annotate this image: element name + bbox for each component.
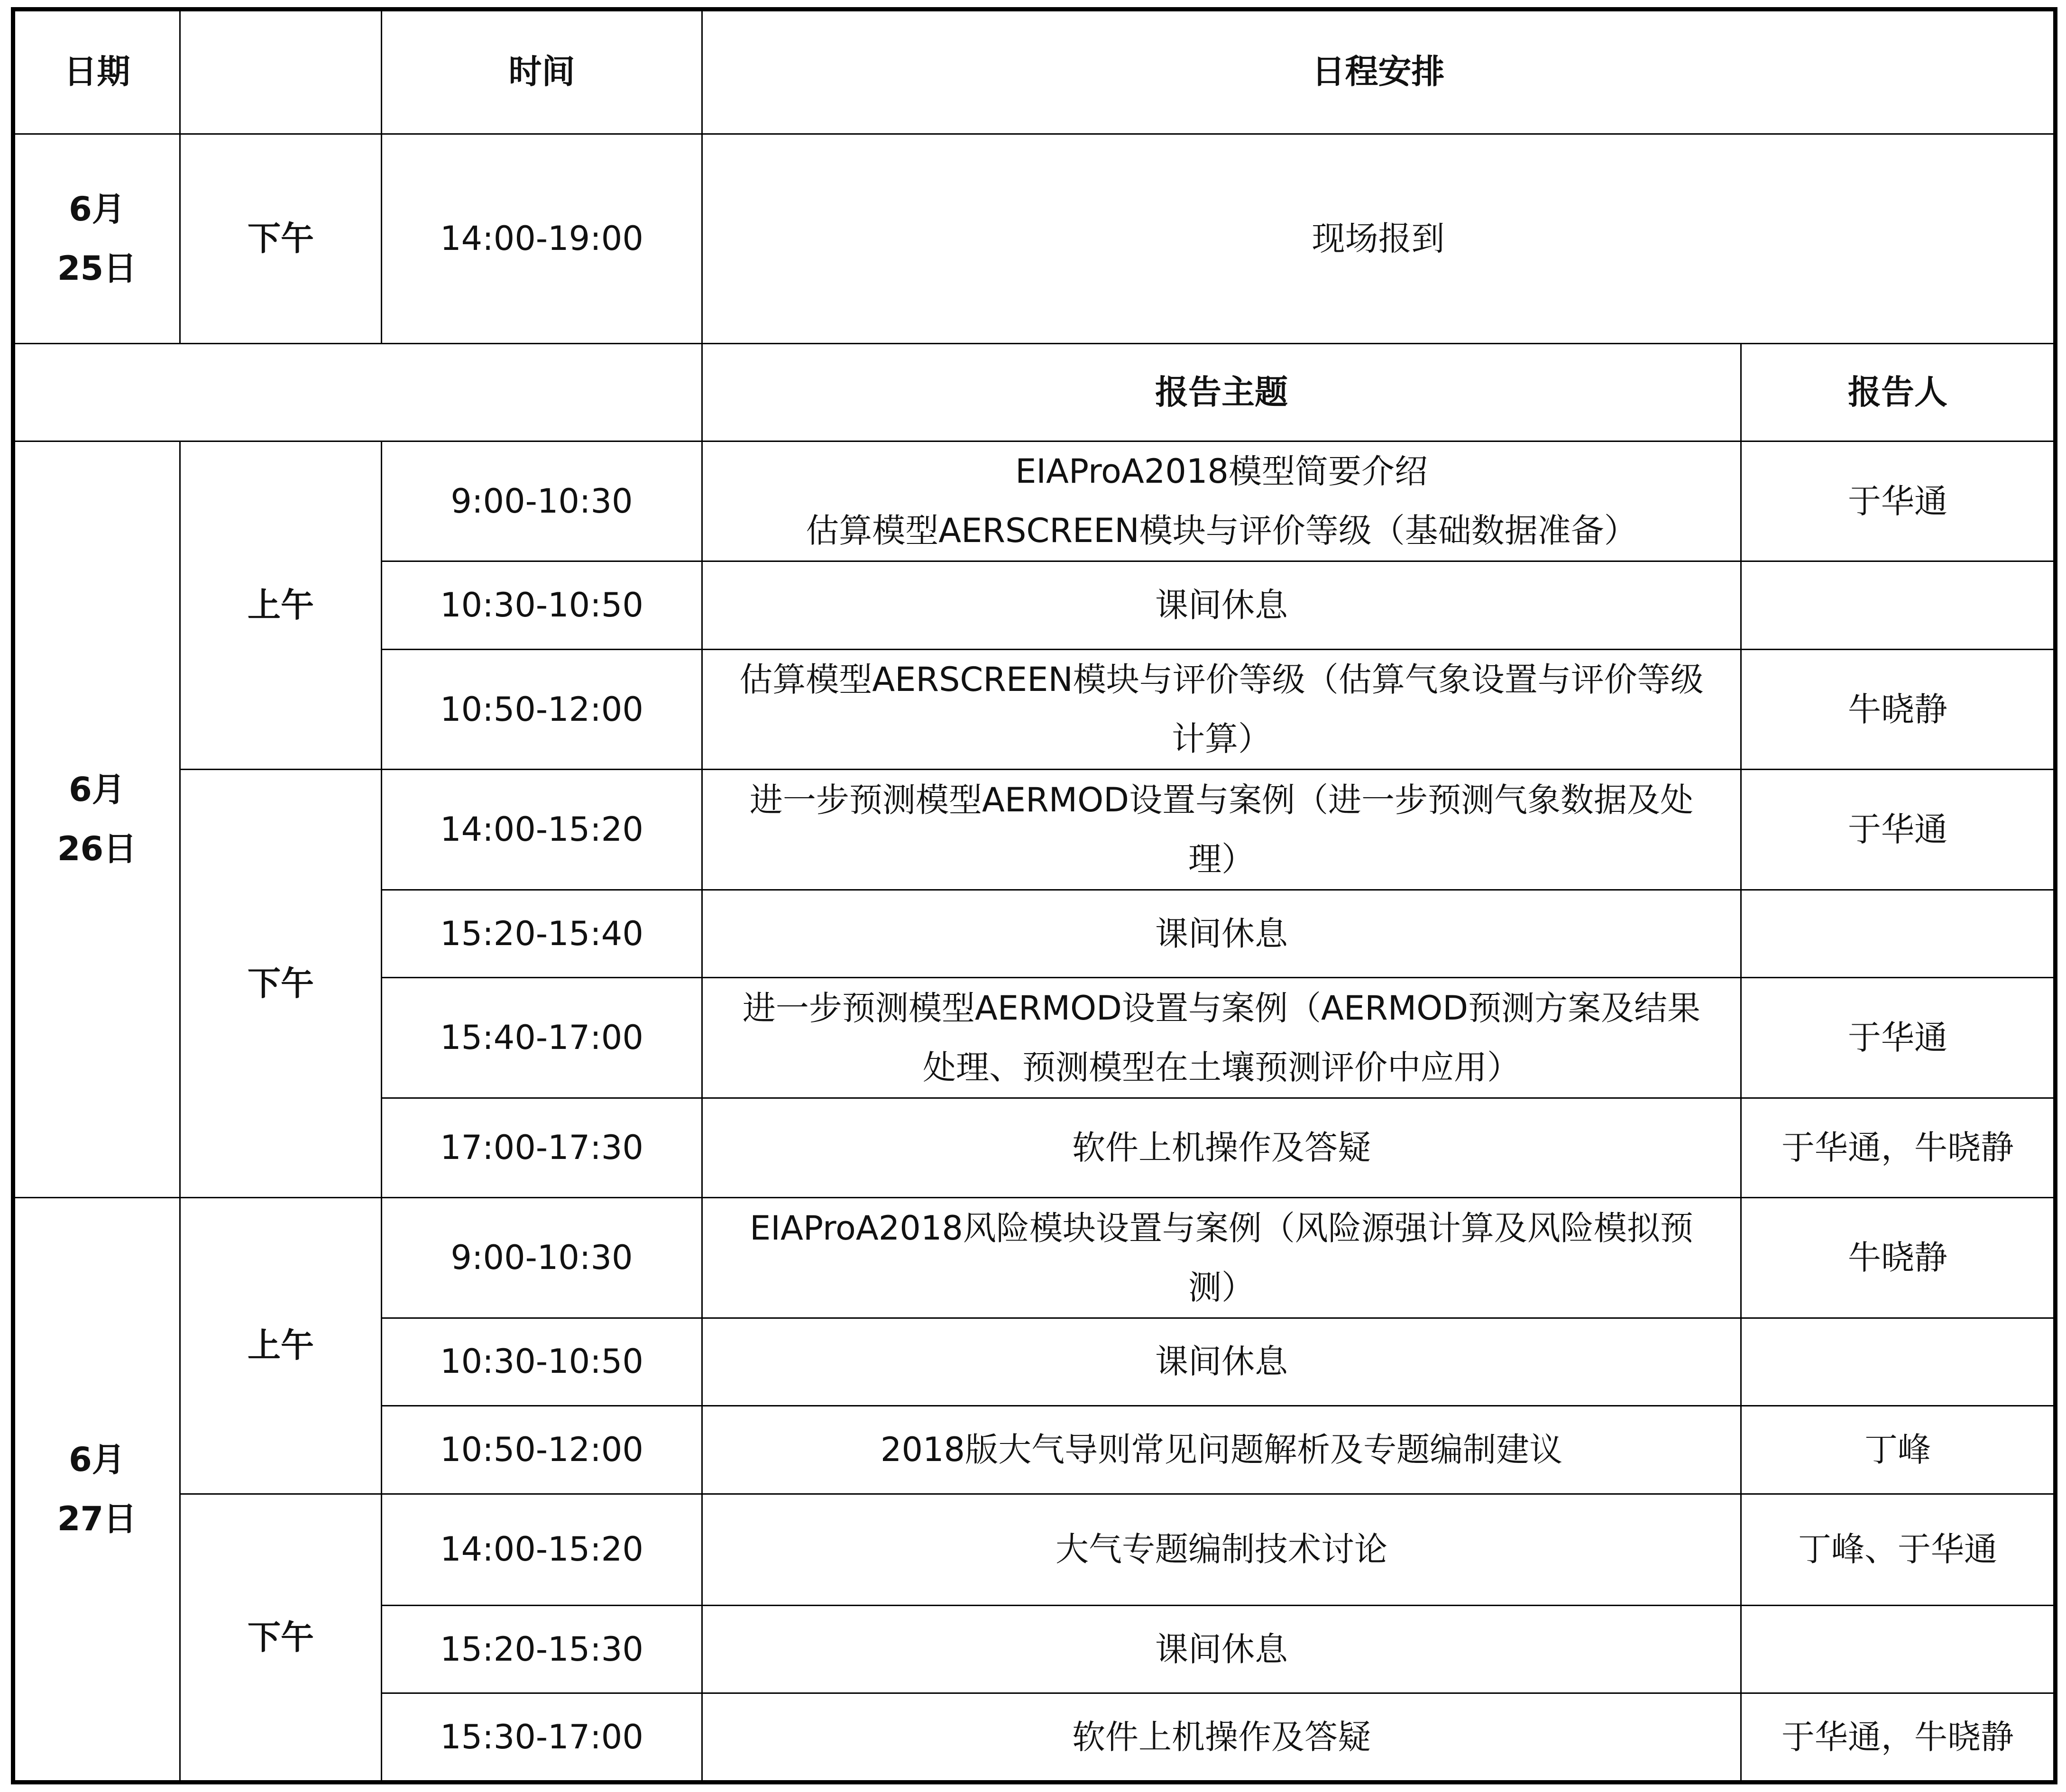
topic-line: 课间休息 [1155,914,1288,953]
time-cell: 15:20-15:30 [382,1606,702,1693]
speaker-cell: 于华通 [1741,441,2055,561]
time-cell: 9:00-10:30 [382,441,702,561]
topic-line: 课间休息 [1155,586,1288,625]
date-cell-25 [14,134,180,344]
period-morning: 上午 [180,441,382,769]
time-cell: 15:20-15:40 [382,890,702,977]
topic-line: 测） [1188,1268,1255,1307]
speaker-cell: 牛晓静 [1741,649,2055,770]
topic-line: 理） [1188,839,1255,879]
topic-cell [702,770,1741,890]
time-cell: 17:00-17:30 [382,1098,702,1197]
checkin-text: 现场报到 [702,134,2055,344]
speaker-cell: 于华通 [1741,770,2055,890]
topic-line: 软件上机操作及答疑 [1072,1718,1371,1757]
topic-line: 进一步预测模型AERMOD设置与案例（AERMOD预测方案及结果 [742,988,1701,1028]
date-month: 6月 [69,770,125,809]
date-month: 6月 [69,189,125,229]
time-cell: 14:00-15:20 [382,770,702,890]
time-cell: 15:40-17:00 [382,978,702,1098]
topic-cell [702,1318,1741,1406]
subheader-topic: 报告主题 [702,344,1741,441]
topic-line: 计算） [1172,719,1271,759]
speaker-cell [1741,561,2055,649]
topic-line: 软件上机操作及答疑 [1072,1128,1371,1167]
speaker-cell [1741,890,2055,977]
topic-cell [702,1494,1741,1606]
date-cell-26 [14,441,180,1197]
date-month: 6月 [69,1440,125,1480]
speaker-cell: 于华通 [1741,978,2055,1098]
topic-line: 进一步预测模型AERMOD设置与案例（进一步预测气象数据及处 [749,780,1694,819]
time-cell: 10:50-12:00 [382,649,702,770]
header-schedule: 日程安排 [702,10,2055,134]
speaker-cell [1741,1318,2055,1406]
topic-cell [702,1693,1741,1782]
time-cell: 9:00-10:30 [382,1198,702,1318]
period-afternoon: 下午 [180,770,382,1198]
topic-line: 课间休息 [1155,1629,1288,1669]
header-time: 时间 [382,10,702,134]
topic-cell [702,561,1741,649]
subheader-blank [14,344,702,441]
topic-cell [702,890,1741,977]
time-cell: 14:00-15:20 [382,1494,702,1606]
date-day: 26日 [57,829,137,869]
topic-cell [702,1406,1741,1494]
topic-line: 估算模型AERSCREEN模块与评价等级（基础数据准备） [806,511,1637,551]
period-morning: 上午 [180,1198,382,1494]
date-day: 25日 [57,248,137,288]
period-afternoon: 下午 [180,1494,382,1781]
topic-line: 大气专题编制技术讨论 [1056,1530,1387,1569]
time-cell: 15:30-17:00 [382,1693,702,1782]
time-cell: 14:00-19:00 [382,134,702,344]
speaker-cell: 丁峰 [1741,1406,2055,1494]
topic-cell [702,1098,1741,1197]
topic-line: EIAProA2018模型简要介绍 [1015,452,1428,491]
time-cell: 10:30-10:50 [382,561,702,649]
schedule-table [13,9,2055,1782]
topic-line: 课间休息 [1155,1342,1288,1381]
date-cell-27 [14,1198,180,1782]
time-cell: 10:50-12:00 [382,1406,702,1494]
topic-cell [702,441,1741,561]
speaker-cell: 丁峰、于华通 [1741,1494,2055,1606]
date-day: 27日 [57,1499,137,1539]
topic-line: 估算模型AERSCREEN模块与评价等级（估算气象设置与评价等级 [739,660,1704,699]
subheader-speaker: 报告人 [1741,344,2055,441]
header-date: 日期 [14,10,180,134]
topic-cell [702,978,1741,1098]
topic-cell [702,1198,1741,1318]
topic-line: 2018版大气导则常见问题解析及专题编制建议 [880,1430,1563,1469]
topic-line: EIAProA2018风险模块设置与案例（风险源强计算及风险模拟预 [750,1208,1693,1248]
time-cell: 10:30-10:50 [382,1318,702,1406]
speaker-cell [1741,1606,2055,1693]
speaker-cell: 于华通，牛晓静 [1741,1098,2055,1197]
topic-cell [702,1606,1741,1693]
speaker-cell: 牛晓静 [1741,1198,2055,1318]
header-blank [180,10,382,134]
topic-line: 处理、预测模型在土壤预测评价中应用） [923,1048,1520,1087]
topic-cell [702,649,1741,770]
speaker-cell: 于华通，牛晓静 [1741,1693,2055,1782]
period-afternoon: 下午 [180,134,382,344]
